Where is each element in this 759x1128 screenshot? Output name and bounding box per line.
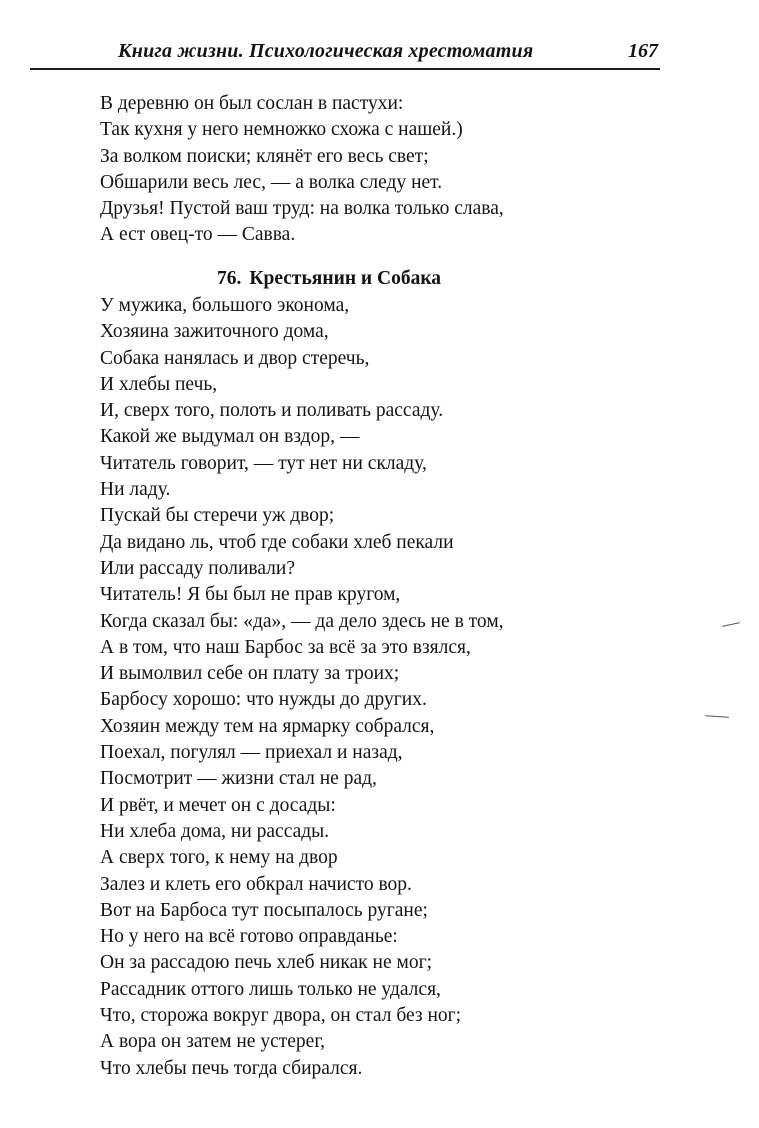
verse-line: У мужика, большого эконома, — [100, 295, 350, 316]
fable-number: 76. — [217, 268, 242, 289]
verse-line: Что хлебы печь тогда сбирался. — [100, 1057, 363, 1079]
verse-line: Хозяина зажиточного дома, — [100, 321, 329, 343]
verse-line: Когда сказал бы: «да», — да дело здесь не в том, — [100, 610, 504, 632]
verse-line: Что, сторожа вокруг двора, он стал без ног; — [100, 1005, 462, 1027]
verse-line: За волком поиски; клянёт его весь свет; — [100, 145, 429, 167]
verse-line: Ни ладу. — [100, 479, 171, 501]
verse-line: Собака нанялась и двор стеречь, — [100, 347, 370, 369]
verse-line: И, сверх того, полоть и поливать рассаду. — [100, 400, 444, 422]
previous-fable-ending — [100, 91, 504, 249]
verse-line: Поехал, погулял — приехал и назад, — [100, 742, 403, 764]
verse-line: Читатель говорит, — тут нет ни складу, — [100, 452, 427, 474]
verse-line: Вот на Барбоса тут посыпалось ругане; — [100, 899, 428, 921]
verse-line: Друзья! Пустой ваш труд: на волка только слава, — [100, 198, 504, 220]
verse-line: Так кухня у него немножко схожа с нашей.) — [100, 119, 463, 141]
verse-line: Но у него на всё готово оправданье: — [100, 926, 398, 948]
verse-line: Ни хлеба дома, ни рассады. — [100, 820, 330, 842]
verse-line: Обшарили весь лес, — а волка следу нет. — [100, 171, 443, 193]
verse-line: А вора он затем не устерег, — [100, 1031, 325, 1053]
verse-line: В деревню он был сослан в пастухи: — [100, 93, 404, 114]
verse-line: Барбосу хорошо: что нужды до других. — [100, 689, 427, 711]
verse-line: Или рассаду поливали? — [100, 557, 295, 579]
verse-line: А сверх того, к нему на двор — [100, 847, 338, 869]
page-number: 167 — [628, 40, 658, 62]
verse-line: Да видано ль, чтоб где собаки хлеб пекали — [100, 531, 454, 553]
verse-line: И хлебы печь, — [100, 373, 218, 395]
scan-speck — [705, 715, 729, 718]
verse-line: Рассадник оттого лишь только не удался, — [100, 978, 441, 1000]
verse-line: Он за рассадою печь хлеб никак не мог; — [100, 952, 432, 974]
verse-line: И вымолвил себе он плату за троих; — [100, 663, 400, 685]
fable-text — [100, 293, 504, 1082]
running-header — [30, 38, 660, 68]
verse-line: А ест овец-то — Савва. — [100, 224, 296, 246]
running-title: Книга жизни. Психологическая хрестоматия — [118, 40, 534, 62]
verse-line: Залез и клеть его обкрал начисто вор. — [100, 873, 412, 895]
verse-line: Хозяин между тем на ярмарку собрался, — [100, 715, 435, 737]
verse-line: И рвёт, и мечет он с досады: — [100, 794, 336, 816]
verse-line: А в том, что наш Барбос за всё за это взялся, — [100, 636, 471, 658]
verse-line: Посмотрит — жизни стал не рад, — [100, 768, 377, 790]
verse-line: Какой же выдумал он вздор, — — [100, 426, 360, 448]
fable-title: Крестьянин и Собака — [249, 268, 442, 289]
verse-line: Читатель! Я бы был не прав кругом, — [100, 584, 401, 606]
scan-speck — [722, 622, 740, 627]
header-rule — [30, 68, 660, 70]
verse-line: Пускай бы стеречи уж двор; — [100, 505, 335, 527]
fable-heading — [217, 268, 441, 290]
